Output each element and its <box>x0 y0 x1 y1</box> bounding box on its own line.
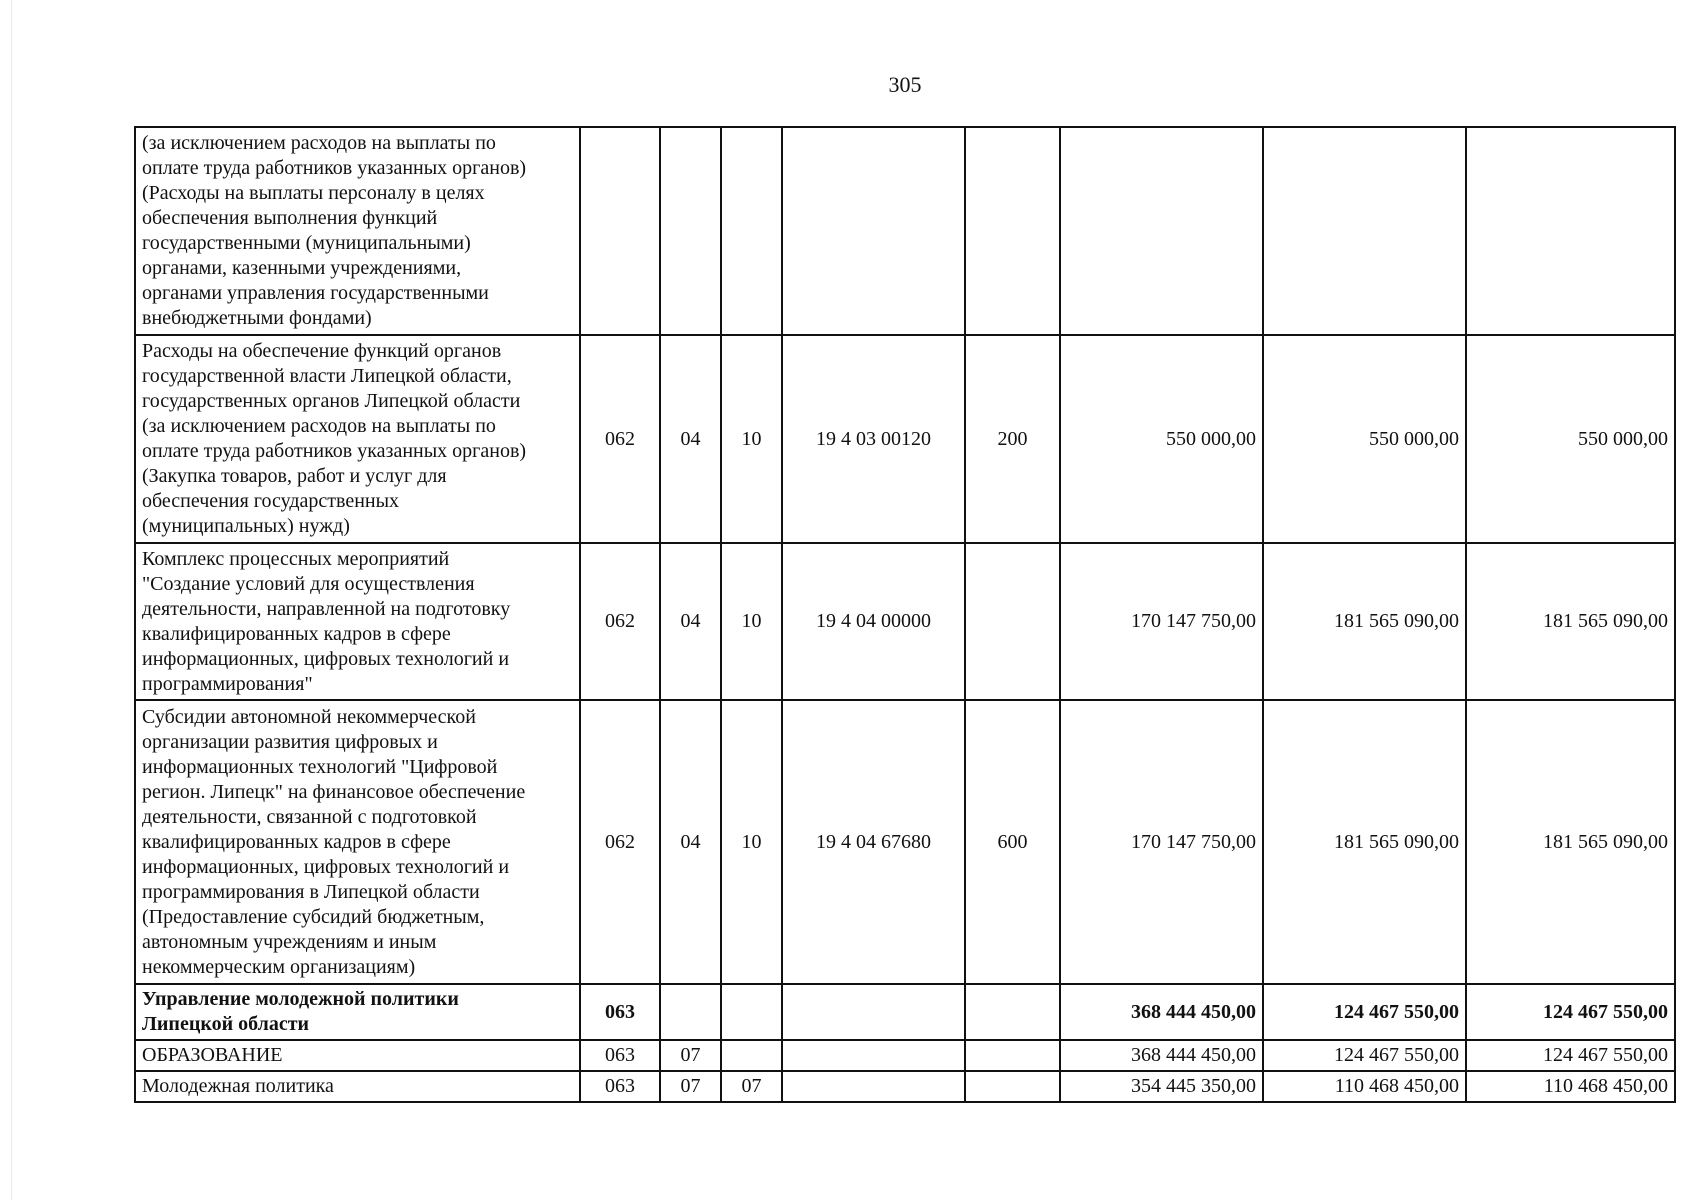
expense-type-code <box>965 127 1060 335</box>
row-description: Расходы на обеспечение функций органов государственной власти Липецкой области, государственных органов Липецкой области (за исключением расходов на выплаты по оплате труда работников указанных органов) (Закупка товаров, работ и услуг для обеспечения государственных (муниципальных) нужд) <box>135 335 580 543</box>
table-row <box>135 984 1675 1040</box>
podrazdel-code: 10 <box>721 335 782 543</box>
sum-year-2: 181 565 090,00 <box>1263 700 1466 984</box>
row-description: Молодежная политика <box>135 1071 580 1102</box>
ved-code: 063 <box>580 1071 660 1102</box>
target-article-code <box>782 127 965 335</box>
expense-type-code: 600 <box>965 700 1060 984</box>
razdel-code: 04 <box>660 543 721 700</box>
podrazdel-code <box>721 127 782 335</box>
target-article-code: 19 4 04 67680 <box>782 700 965 984</box>
budget-table <box>134 126 1676 1103</box>
razdel-code: 07 <box>660 1071 721 1102</box>
ved-code: 062 <box>580 543 660 700</box>
sum-year-1: 170 147 750,00 <box>1060 700 1263 984</box>
expense-type-code <box>965 1040 1060 1071</box>
razdel-code: 07 <box>660 1040 721 1071</box>
sum-year-3: 124 467 550,00 <box>1466 984 1675 1040</box>
podrazdel-code <box>721 984 782 1040</box>
sum-year-2 <box>1263 127 1466 335</box>
row-description: ОБРАЗОВАНИЕ <box>135 1040 580 1071</box>
sum-year-1: 368 444 450,00 <box>1060 1040 1263 1071</box>
razdel-code: 04 <box>660 335 721 543</box>
expense-type-code <box>965 543 1060 700</box>
sum-year-3: 550 000,00 <box>1466 335 1675 543</box>
podrazdel-code <box>721 1040 782 1071</box>
target-article-code: 19 4 04 00000 <box>782 543 965 700</box>
table-row <box>135 543 1675 700</box>
ved-code: 062 <box>580 335 660 543</box>
target-article-code <box>782 1071 965 1102</box>
row-description: Управление молодежной политики Липецкой области <box>135 984 580 1040</box>
sum-year-3 <box>1466 127 1675 335</box>
expense-type-code: 200 <box>965 335 1060 543</box>
table-row <box>135 127 1675 335</box>
row-description: Субсидии автономной некоммерческой организации развития цифровых и информационных технологий "Цифровой регион. Липецк" на финансовое обеспечение деятельности, связанной с подготовкой квалифицированных кадров в сфере информационных, цифровых технологий и программирования в Липецкой области (Предоставление субсидий бюджетным, автономным учреждениям и иным некоммерческим организациям) <box>135 700 580 984</box>
ved-code <box>580 127 660 335</box>
expense-type-code <box>965 984 1060 1040</box>
table-row <box>135 335 1675 543</box>
sum-year-2: 110 468 450,00 <box>1263 1071 1466 1102</box>
sum-year-3: 181 565 090,00 <box>1466 543 1675 700</box>
expense-type-code <box>965 1071 1060 1102</box>
sum-year-3: 110 468 450,00 <box>1466 1071 1675 1102</box>
ved-code: 063 <box>580 1040 660 1071</box>
razdel-code <box>660 127 721 335</box>
ved-code: 062 <box>580 700 660 984</box>
row-description: (за исключением расходов на выплаты по оплате труда работников указанных органов) (Расходы на выплаты персоналу в целях обеспечения выполнения функций государственными (муниципальными) органами, казенными учреждениями, органами управления государственными внебюджетными фондами) <box>135 127 580 335</box>
sum-year-1: 368 444 450,00 <box>1060 984 1263 1040</box>
page-number: 305 <box>888 72 922 97</box>
target-article-code: 19 4 03 00120 <box>782 335 965 543</box>
sum-year-2: 124 467 550,00 <box>1263 984 1466 1040</box>
razdel-code <box>660 984 721 1040</box>
target-article-code <box>782 984 965 1040</box>
ved-code: 063 <box>580 984 660 1040</box>
table-row <box>135 1040 1675 1071</box>
razdel-code: 04 <box>660 700 721 984</box>
podrazdel-code: 07 <box>721 1071 782 1102</box>
sum-year-3: 124 467 550,00 <box>1466 1040 1675 1071</box>
sum-year-1: 354 445 350,00 <box>1060 1071 1263 1102</box>
table-row <box>135 700 1675 984</box>
sum-year-2: 181 565 090,00 <box>1263 543 1466 700</box>
sum-year-1: 170 147 750,00 <box>1060 543 1263 700</box>
podrazdel-code: 10 <box>721 543 782 700</box>
row-description: Комплекс процессных мероприятий "Создание условий для осуществления деятельности, направленной на подготовку квалифицированных кадров в сфере информационных, цифровых технологий и программирования" <box>135 543 580 700</box>
sum-year-1 <box>1060 127 1263 335</box>
sum-year-2: 550 000,00 <box>1263 335 1466 543</box>
target-article-code <box>782 1040 965 1071</box>
sum-year-1: 550 000,00 <box>1060 335 1263 543</box>
sum-year-3: 181 565 090,00 <box>1466 700 1675 984</box>
sum-year-2: 124 467 550,00 <box>1263 1040 1466 1071</box>
podrazdel-code: 10 <box>721 700 782 984</box>
scan-edge-line <box>11 0 12 1200</box>
table-row <box>135 1071 1675 1102</box>
